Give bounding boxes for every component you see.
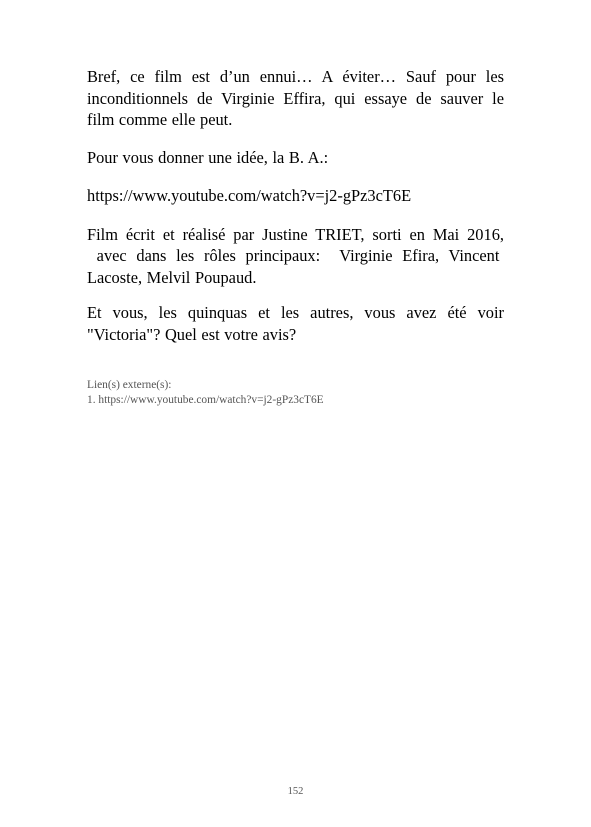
paragraph-film-credits — [87, 224, 504, 289]
trailer-link[interactable]: https://www.youtube.com/watch?v=j2-gPz3cT6E — [87, 186, 412, 205]
paragraph-trailer-intro: Pour vous donner une idée, la B. A.: — [87, 147, 329, 167]
paragraph-line: avec dans les rôles principaux: Virginie Efira, Vincent — [87, 246, 504, 265]
paragraph-line: film comme elle peut. — [87, 110, 233, 129]
external-links-heading: Lien(s) externe(s): — [87, 379, 172, 391]
paragraph-question — [87, 302, 504, 345]
paragraph-line: "Victoria"? Quel est votre avis? — [87, 324, 297, 344]
page-number: 152 — [287, 786, 304, 797]
paragraph-line: Film écrit et réalisé par Justine TRIET, sorti en Mai 2016, — [87, 224, 504, 244]
external-link-item[interactable]: 1. https://www.youtube.com/watch?v=j2-gPz3cT6E — [87, 393, 324, 406]
paragraph-line: Et vous, les quinquas et les autres, vous avez été voir — [87, 303, 504, 322]
article-body — [87, 66, 504, 345]
paragraph-line: inconditionnels de Virginie Effira, qui essaye de sauver le — [87, 88, 504, 108]
paragraph-line: Lacoste, Melvil Poupaud. — [87, 267, 257, 287]
external-links-section — [87, 378, 504, 407]
paragraph-review-conclusion — [87, 66, 504, 131]
paragraph-line: Bref, ce film est d’un ennui… A éviter… Sauf pour les — [87, 67, 504, 86]
